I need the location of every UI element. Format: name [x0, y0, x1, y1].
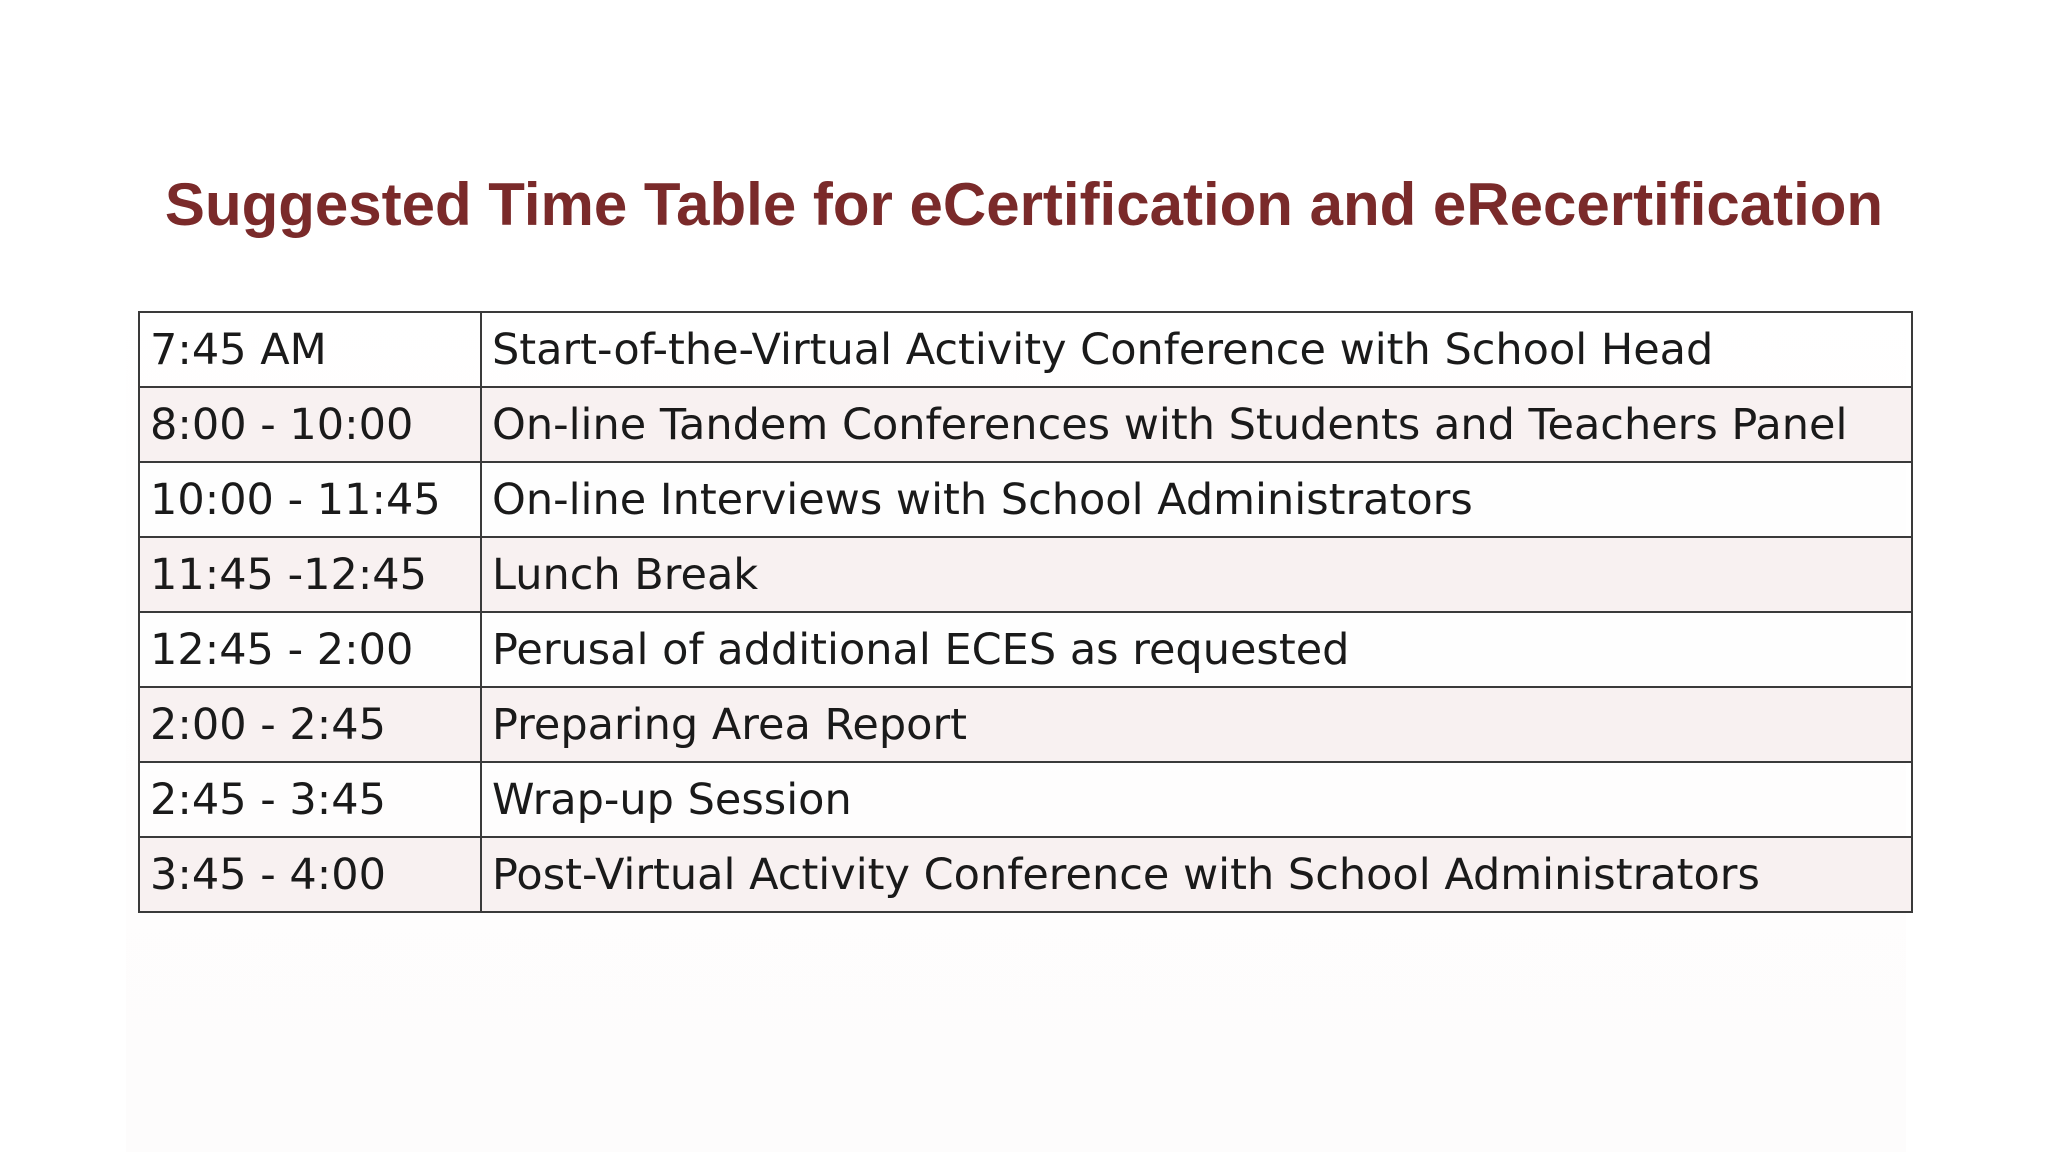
activity-cell: Lunch Break	[481, 537, 1912, 612]
activity-cell: Wrap-up Session	[481, 762, 1912, 837]
activity-cell: On-line Interviews with School Administrators	[481, 462, 1912, 537]
activity-cell: Start-of-the-Virtual Activity Conference with School Head	[481, 312, 1912, 387]
timetable-row	[139, 837, 1912, 912]
activity-cell: Preparing Area Report	[481, 687, 1912, 762]
time-cell: 7:45 AM	[139, 312, 481, 387]
timetable-row	[139, 537, 1912, 612]
time-cell: 3:45 - 4:00	[139, 837, 481, 912]
timetable-row	[139, 312, 1912, 387]
time-cell: 11:45 -12:45	[139, 537, 481, 612]
time-cell: 2:00 - 2:45	[139, 687, 481, 762]
time-cell: 12:45 - 2:00	[139, 612, 481, 687]
timetable	[138, 311, 1913, 913]
timetable-row	[139, 612, 1912, 687]
time-cell: 10:00 - 11:45	[139, 462, 481, 537]
timetable-row	[139, 462, 1912, 537]
timetable-row	[139, 387, 1912, 462]
slide-title: Suggested Time Table for eCertification and eRecertification	[164, 171, 1884, 238]
timetable-row	[139, 687, 1912, 762]
activity-cell: Post-Virtual Activity Conference with School Administrators	[481, 837, 1912, 912]
time-cell: 8:00 - 10:00	[139, 387, 481, 462]
time-cell: 2:45 - 3:45	[139, 762, 481, 837]
activity-cell: Perusal of additional ECES as requested	[481, 612, 1912, 687]
timetable-row	[139, 762, 1912, 837]
activity-cell: On-line Tandem Conferences with Students and Teachers Panel	[481, 387, 1912, 462]
